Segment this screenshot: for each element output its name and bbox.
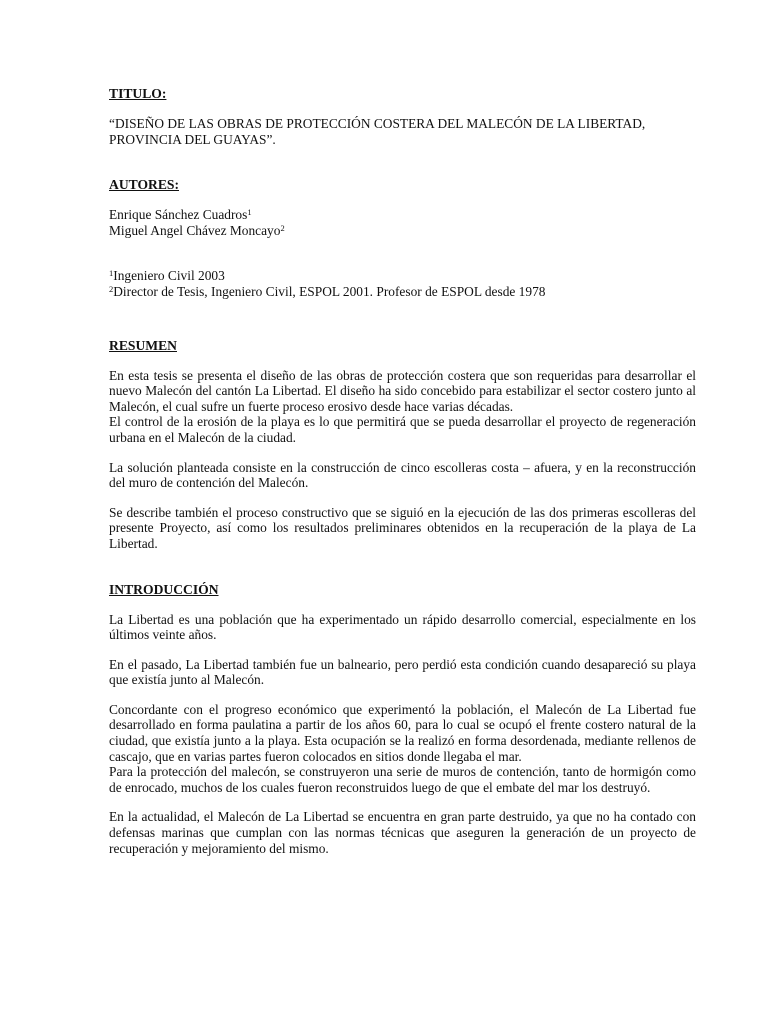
note-text: Director de Tesis, Ingeniero Civil, ESPOL 2001. Profesor de ESPOL desde 1978	[113, 283, 546, 299]
introduction-paragraph: En la actualidad, el Malecón de La Libertad se encuentra en gran parte destruido, ya que no ha contado con defensas marinas que cumplan con las normas técnicas que aseguren la generación de un proyecto de recuperación y mejoramiento del mismo.	[109, 809, 696, 856]
abstract-paragraph: La solución planteada consiste en la construcción de cinco escolleras costa – afuera, y en la reconstrucción del muro de contención del Malecón.	[109, 459, 696, 491]
author-note	[109, 268, 696, 284]
author-line	[109, 207, 696, 223]
author-superscript: 2	[280, 222, 285, 233]
author-line	[109, 223, 696, 239]
author-name: Enrique Sánchez Cuadros	[109, 207, 248, 223]
introduction-paragraph: En el pasado, La Libertad también fue un balneario, pero perdió esta condición cuando desapareció su playa que existía junto al Malecón.	[109, 656, 696, 688]
introduction-heading: INTRODUCCIÓN	[109, 581, 219, 597]
note-text: Ingeniero Civil 2003	[113, 268, 225, 284]
note-superscript: 1	[109, 268, 114, 279]
abstract-paragraph: Se describe también el proceso constructivo que se siguió en la ejecución de las dos primeras escolleras del presente Proyecto, así como los resultados preliminares obtenidos en la recuperación de la playa de La Libertad.	[109, 504, 696, 551]
abstract-paragraph: El control de la erosión de la playa es lo que permitirá que se pueda desarrollar el proyecto de regeneración urbana en el Malecón de la ciudad.	[109, 414, 696, 445]
title-text: “DISEÑO DE LAS OBRAS DE PROTECCIÓN COSTERA DEL MALECÓN DE LA LIBERTAD, PROVINCIA DEL GUAYAS”.	[109, 116, 646, 147]
abstract-paragraph: En esta tesis se presenta el diseño de las obras de protección costera que son requeridas para desarrollar el nuevo Malecón del cantón La Libertad. El diseño ha sido concebido para estabilizar el sector costero junto al Malecón, el cual sufre un fuerte proceso erosivo desde hace varias décadas.	[109, 367, 696, 414]
author-name: Miguel Angel Chávez Moncayo	[109, 222, 281, 238]
author-note	[109, 284, 696, 300]
title-heading: TITULO:	[109, 86, 167, 101]
abstract-heading: RESUMEN	[109, 337, 177, 353]
introduction-paragraph: Para la protección del malecón, se construyeron una serie de muros de contención, tanto de hormigón como de enrocado, muchos de los cuales fueron reconstruidos luego de que el embate del mar los destruyó.	[109, 764, 696, 795]
document-body	[109, 86, 696, 856]
note-superscript: 2	[109, 283, 114, 294]
authors-heading: AUTORES:	[109, 177, 179, 193]
introduction-paragraph: La Libertad es una población que ha experimentado un rápido desarrollo comercial, especialmente en los últimos veinte años.	[109, 611, 696, 643]
author-superscript: 1	[247, 207, 252, 218]
introduction-paragraph: Concordante con el progreso económico que experimentó la población, el Malecón de La Libertad fue desarrollado en forma paulatina a partir de los años 60, para lo cual se ocupó el frente costero natural de la ciudad, que existía junto a la playa. Esta ocupación se la realizó en forma desordenada, mediante rellenos de cascajo, que en varias partes fueron colocados en sitios donde llegaba el mar.	[109, 701, 696, 764]
